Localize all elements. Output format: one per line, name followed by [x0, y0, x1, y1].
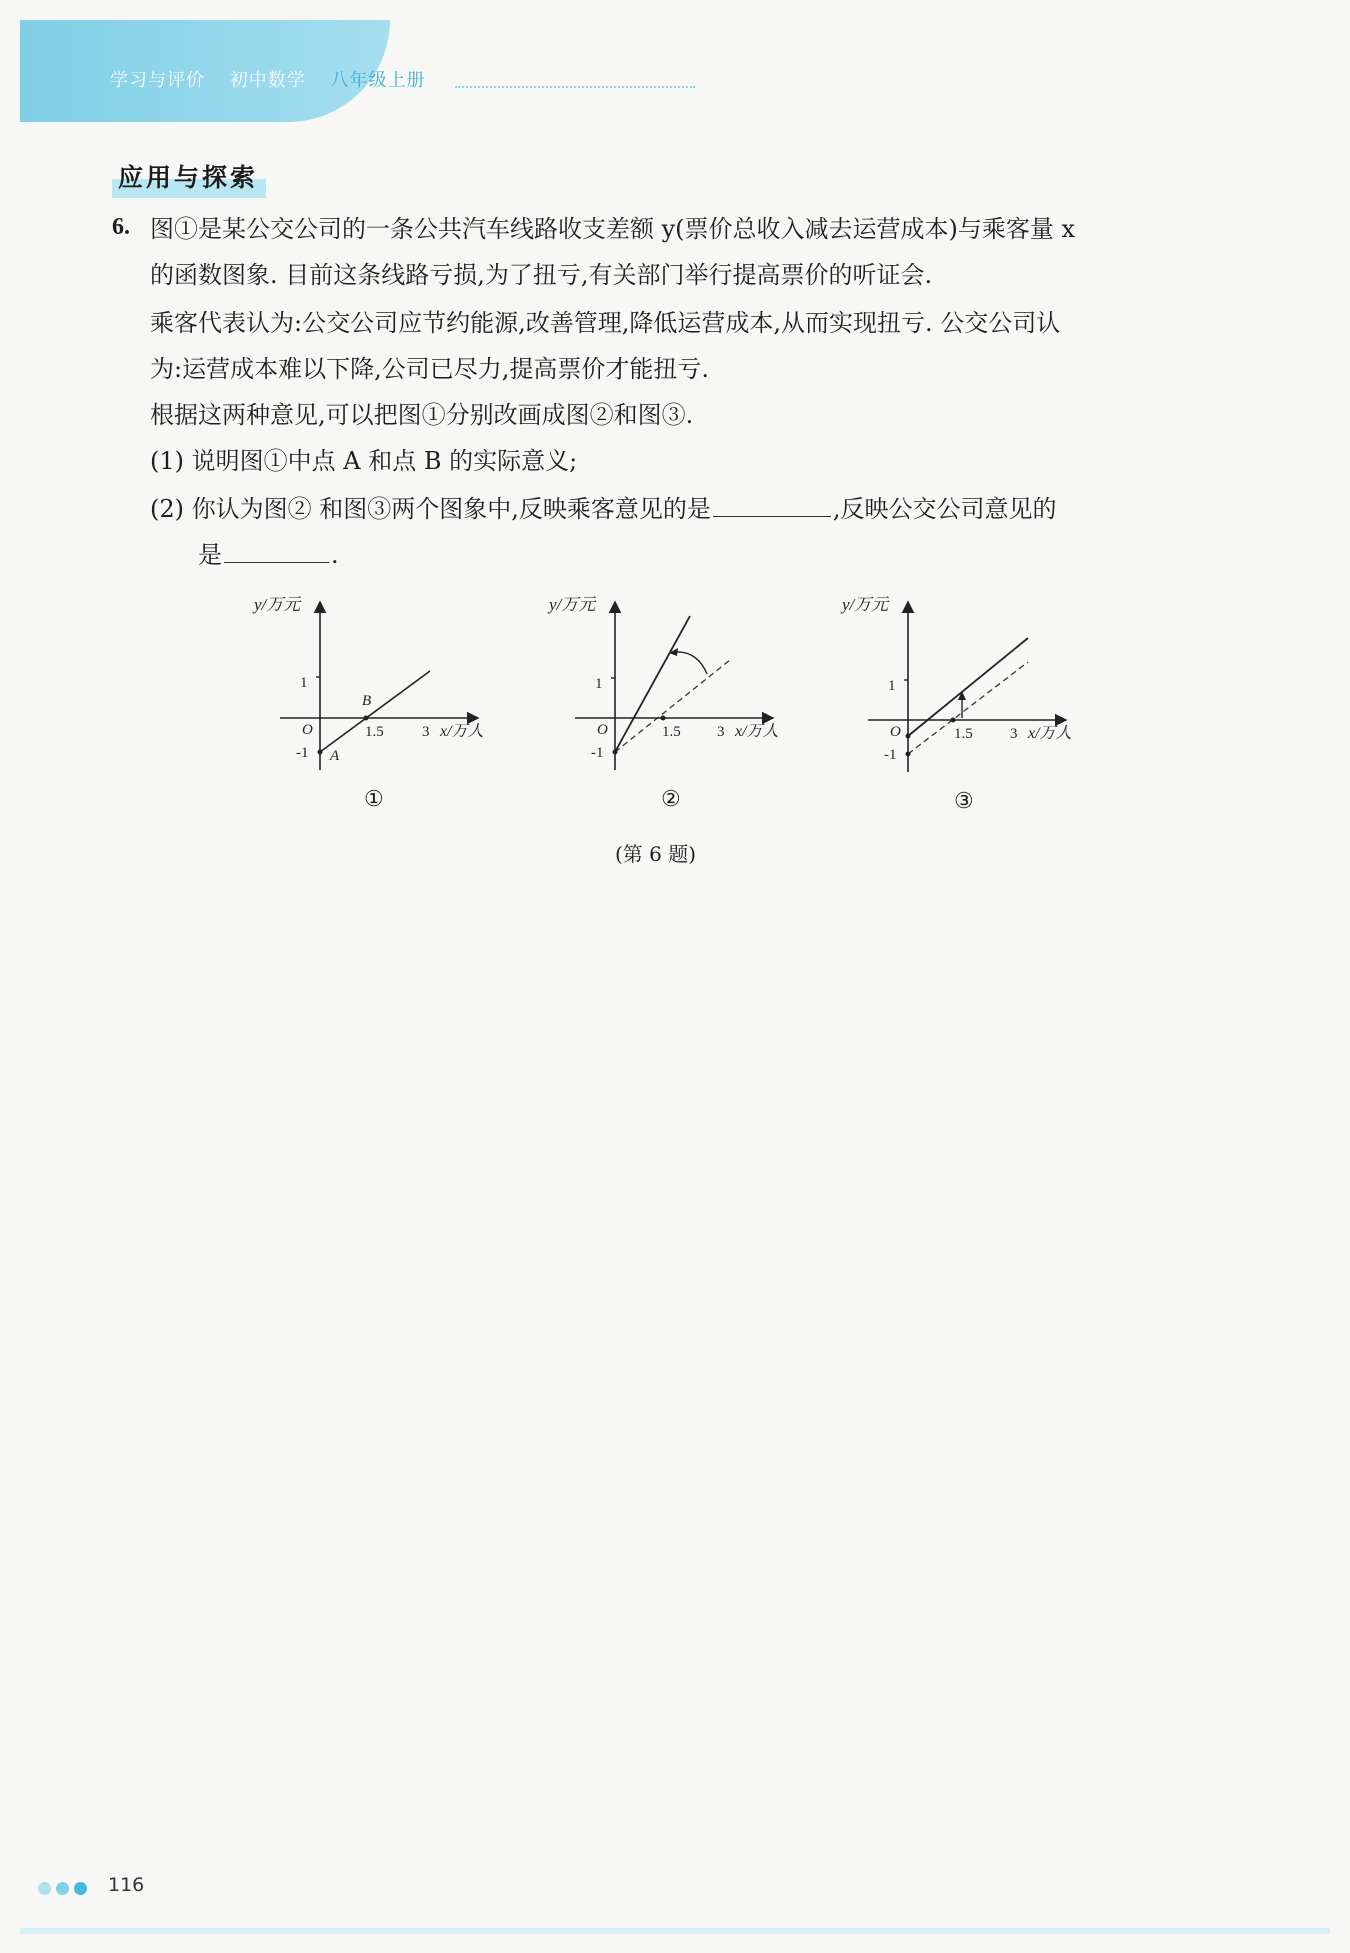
section-title: 应用与探索	[112, 156, 266, 198]
part-2-line-2-text: 是	[198, 541, 222, 569]
y-axis-label: y/万元	[842, 595, 889, 614]
answer-blank-company[interactable]	[224, 536, 329, 563]
question-number: 6.	[112, 214, 130, 240]
rotation-arc	[673, 652, 707, 674]
y-tick-neg1: -1	[296, 745, 309, 761]
point-b-label: B	[362, 693, 372, 709]
x-axis-label: x/万人	[440, 723, 484, 740]
shift-arrowhead	[958, 691, 966, 700]
point-a-dot	[318, 750, 323, 755]
footer-dot-icon	[74, 1882, 87, 1895]
part-2-text: (2) 你认为图② 和图③两个图象中,反映乘客意见的是	[150, 495, 711, 523]
question-line-2: 的函数图象. 目前这条线路亏损,为了扭亏,有关部门举行提高票价的听证会.	[150, 261, 933, 289]
figure-1-graph	[254, 590, 510, 820]
x-tick-3: 3	[717, 724, 725, 740]
y-axis-label: y/万元	[549, 595, 596, 614]
y-tick-1: 1	[888, 678, 896, 694]
question-line-4: 为:运营成本难以下降,公司已尽力,提高票价才能扭亏.	[150, 355, 709, 383]
origin-label: O	[890, 724, 901, 740]
x-axis-label: x/万人	[735, 723, 779, 740]
part-2-line-1	[150, 486, 1057, 532]
y-tick-1: 1	[595, 676, 603, 692]
point-b-dot	[364, 716, 369, 721]
figure-3-label: ③	[954, 788, 974, 813]
bottom-band	[20, 1928, 1330, 1934]
figure-2-graph	[549, 590, 805, 820]
header-dotted-rule	[455, 86, 695, 88]
footer-dot-icon	[38, 1882, 51, 1895]
shifted-line	[908, 638, 1028, 736]
x-tick-1-5: 1.5	[365, 724, 384, 740]
figure-1-label: ①	[364, 786, 384, 811]
x-axis-label: x/万人	[1028, 725, 1072, 742]
footer-dots	[38, 1880, 92, 1899]
grade-title: 八年级上册	[330, 70, 426, 91]
point-a-label: A	[330, 748, 340, 764]
running-header	[110, 66, 443, 92]
x-tick-1-5: 1.5	[662, 724, 681, 740]
y-axis-label: y/万元	[254, 595, 301, 614]
origin-label: O	[302, 722, 313, 738]
part-2-line-2	[198, 532, 339, 578]
page-number: 116	[108, 1874, 145, 1896]
figure-caption: (第 6 题)	[615, 842, 697, 866]
x-tick-3: 3	[422, 724, 430, 740]
series-title: 学习与评价	[110, 70, 205, 91]
figure-3-graph	[842, 590, 1098, 820]
question-line-3: 乘客代表认为:公交公司应节约能源,改善管理,降低运营成本,从而实现扭亏. 公交公司认	[150, 309, 1061, 337]
part-2-line-2-end: .	[331, 541, 339, 569]
x-tick-3: 3	[1010, 726, 1018, 742]
y-tick-neg1: -1	[884, 747, 897, 763]
figure-2-label: ②	[661, 786, 681, 811]
part-2-text-b: ,反映公交公司意见的	[832, 495, 1057, 523]
footer-dot-icon	[56, 1882, 69, 1895]
origin-label: O	[597, 722, 608, 738]
answer-blank-passenger[interactable]	[713, 490, 831, 517]
part-1-text: (1) 说明图①中点 A 和点 B 的实际意义;	[150, 447, 578, 475]
subject-title: 初中数学	[229, 70, 306, 91]
x-tick-1-5: 1.5	[954, 726, 973, 742]
y-tick-neg1: -1	[591, 745, 604, 761]
question-line-5: 根据这两种意见,可以把图①分别改画成图②和图③.	[150, 401, 694, 429]
question-line-1: 图①是某公交公司的一条公共汽车线路收支差额 y(票价总收入减去运营成本)与乘客量 x	[150, 215, 1076, 243]
y-tick-1: 1	[300, 675, 308, 691]
